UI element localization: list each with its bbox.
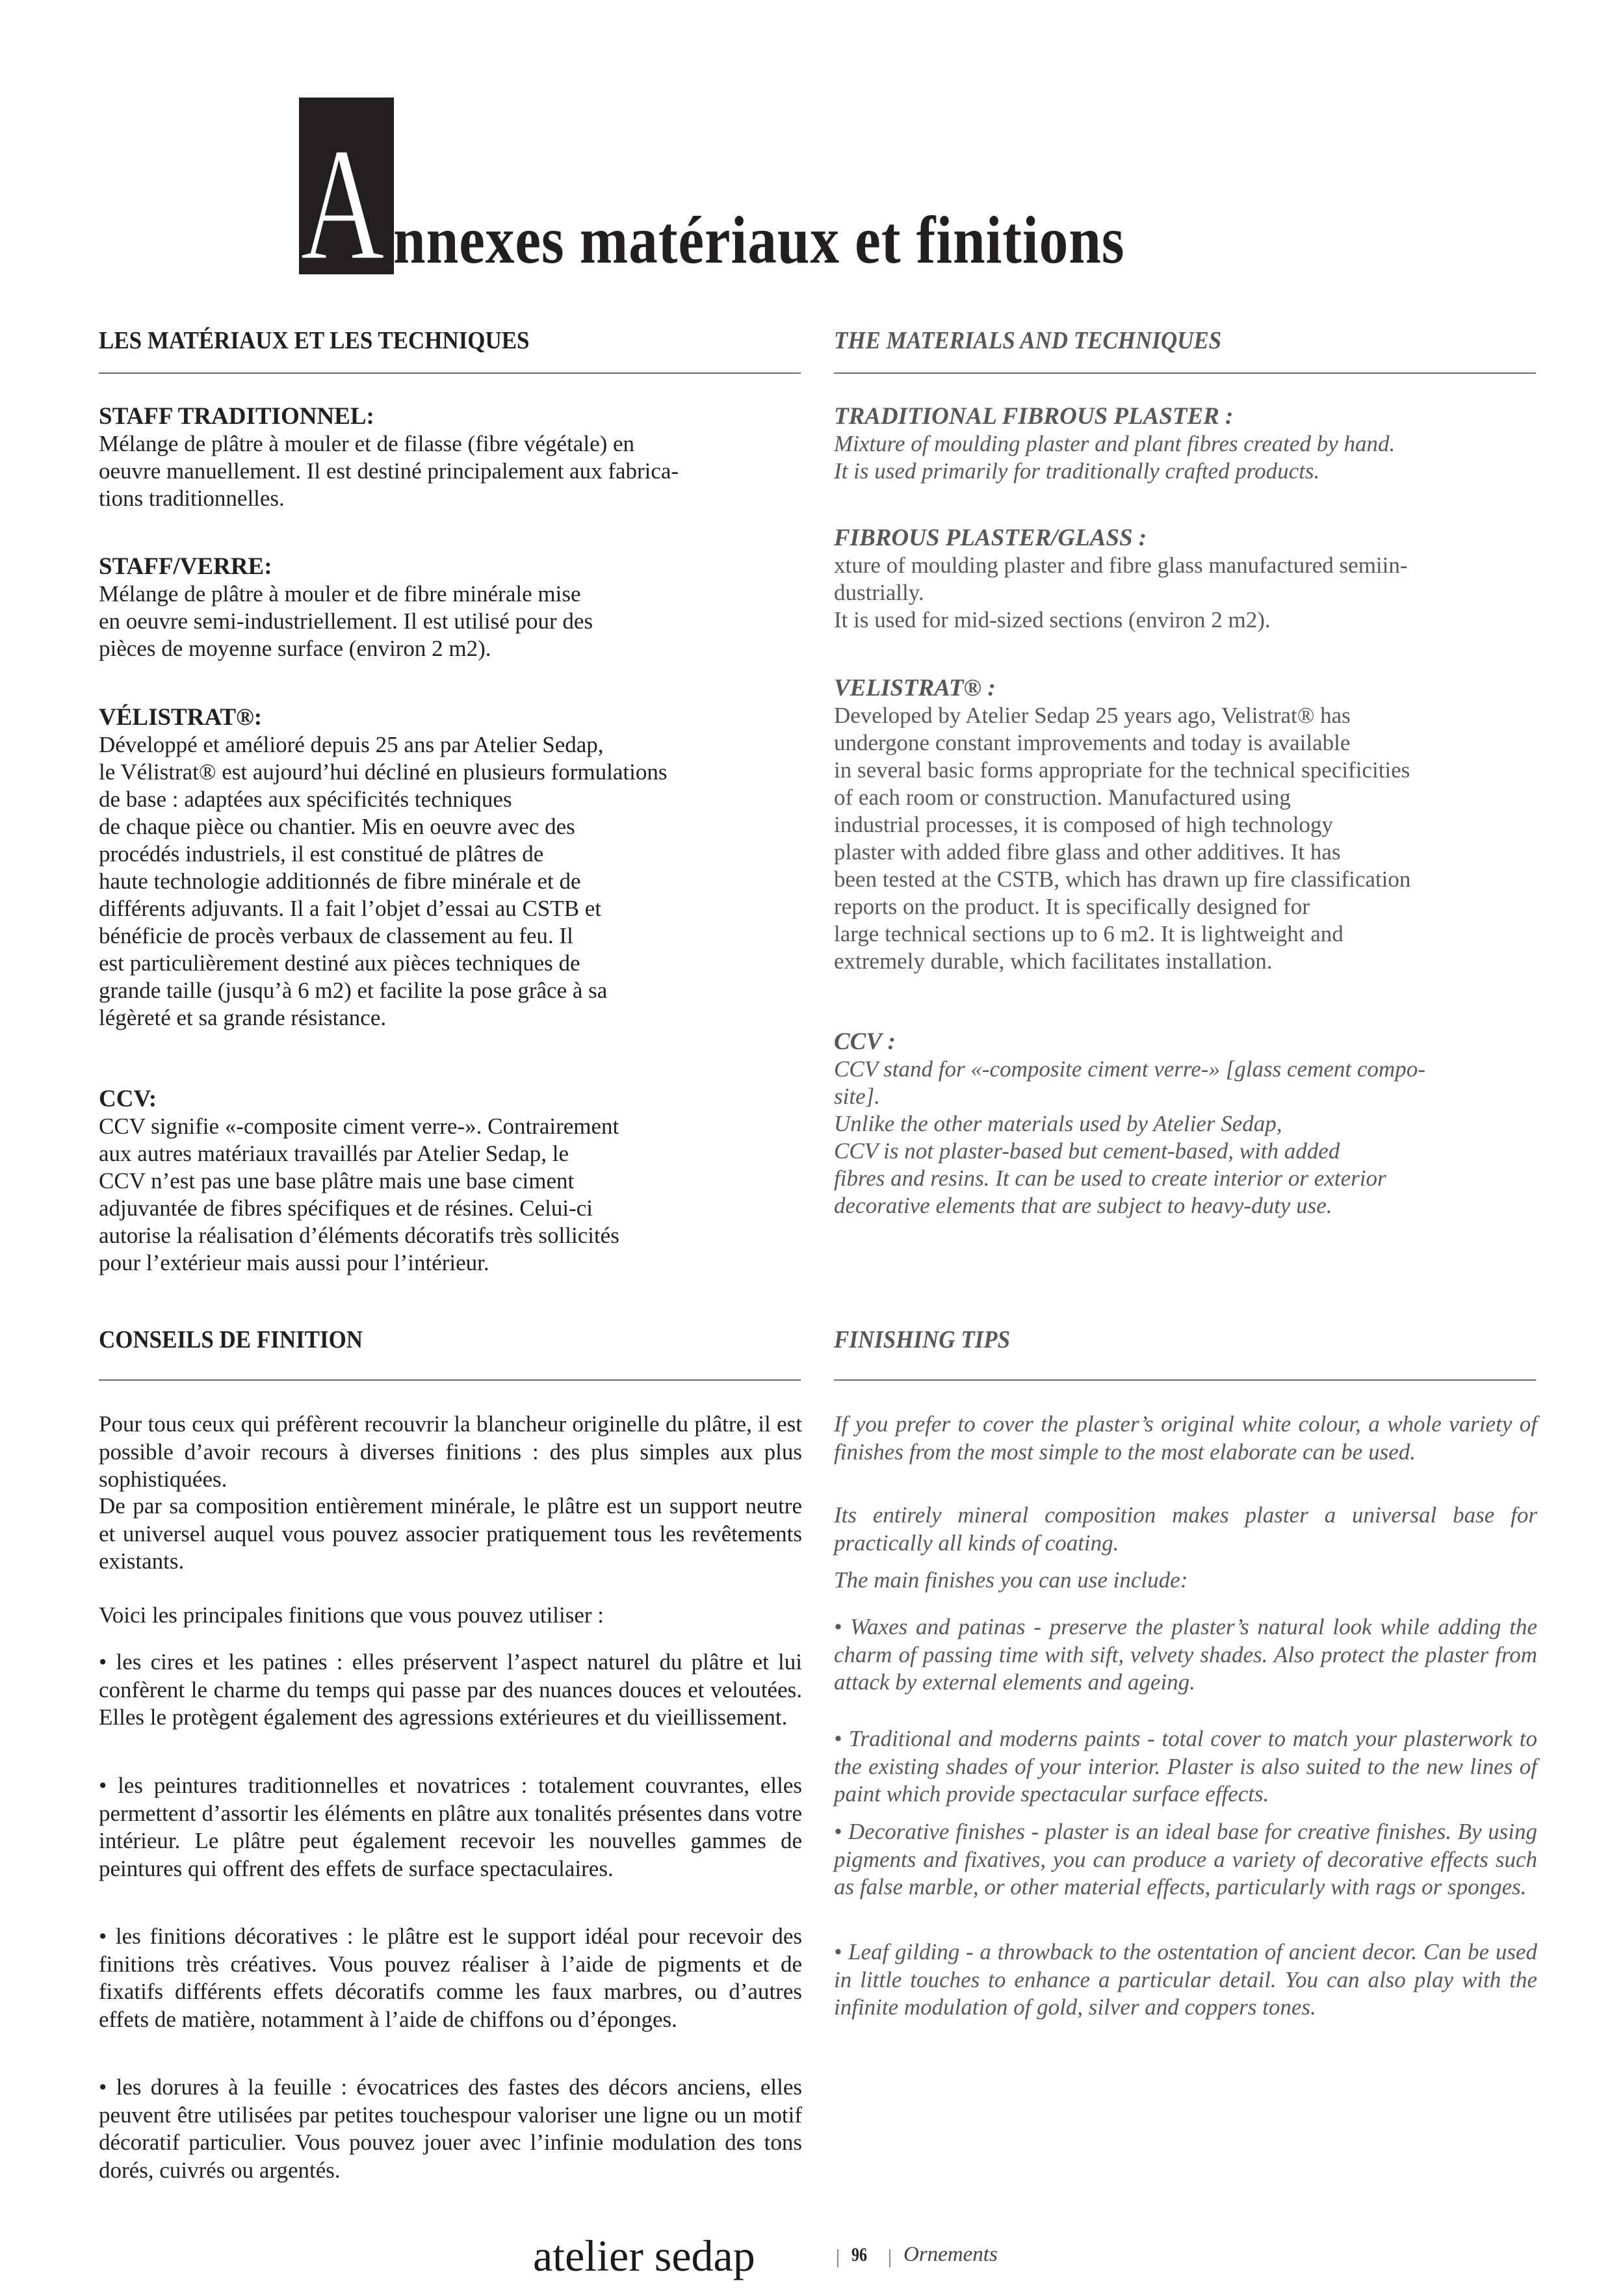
- text-line: pièces de moyenne surface (environ 2 m2).: [99, 636, 491, 661]
- text-line: CCV n’est pas une base plâtre mais une base ciment: [99, 1168, 575, 1194]
- text-line: extremely durable, which facilitates installation.: [834, 948, 1273, 974]
- text-line: autorise la réalisation d’éléments décoratifs très sollicités: [99, 1223, 619, 1248]
- finishing-bullet: • Decorative finishes - plaster is an ideal base for creative finishes. By using pigments and fixatives, you can produce a variety of decorative effects such as false marble, or other material effects, particularly with rags or sponges.: [834, 1819, 1537, 1899]
- material-item-heading: STAFF TRADITIONNEL:: [99, 403, 374, 430]
- text-line: légèreté et sa grande résistance.: [99, 1005, 387, 1030]
- material-item: [834, 1028, 1536, 1220]
- material-item: [99, 704, 801, 1032]
- text-line: decorative elements that are subject to heavy-duty use.: [834, 1193, 1332, 1218]
- material-item: [99, 403, 801, 512]
- text-line: Mélange de plâtre à mouler et de filasse (fibre végétale) en: [99, 431, 635, 456]
- text-line: xture of moulding plaster and fibre glass manufactured semiin-: [834, 553, 1408, 578]
- finishing-bullet: • les cires et les patines : elles préservent l’aspect naturel du plâtre et lui confèrent le charme du temps qui passe par des nuances douces et veloutées. Elles le protègent également des agressions extérieures et du vieillissement.: [99, 1649, 802, 1730]
- finishing-paragraph: Pour tous ceux qui préfèrent recouvrir la blancheur originelle du plâtre, il est possible d’avoir recours à diverses finitions : des plus simples aux plus sophistiquées.: [99, 1411, 802, 1492]
- text-line: site].: [834, 1084, 880, 1109]
- text-line: fibres and resins. It can be used to create interior or exterior: [834, 1166, 1386, 1191]
- page-title: nnexes matériaux et finitions: [393, 203, 1125, 278]
- text-line: en oeuvre semi-industriellement. Il est utilisé pour des: [99, 608, 593, 634]
- finishing-bullet: • les dorures à la feuille : évocatrices des fastes des décors anciens, elles peuvent être utilisées par petites touchespour valoriser une ligne ou un motif décoratif particulier. Vous pouvez jouer avec l’infinie modulation des tons dorés, cuivrés ou argentés.: [99, 2074, 802, 2183]
- text-line: large technical sections up to 6 m2. It is lightweight and: [834, 921, 1344, 946]
- text-line: Unlike the other materials used by Atelier Sedap,: [834, 1111, 1282, 1136]
- divider-rule: [99, 1379, 801, 1381]
- footer-separator: [889, 2249, 890, 2267]
- material-item-heading: CCV:: [99, 1086, 157, 1112]
- material-item-heading: STAFF/VERRE:: [99, 553, 272, 580]
- material-item: [99, 553, 801, 662]
- text-line: le Vélistrat® est aujourd’hui décliné en plusieurs formulations: [99, 759, 668, 785]
- page-number: 96: [851, 2244, 867, 2265]
- text-line: dustrially.: [834, 580, 924, 605]
- text-line: Developed by Atelier Sedap 25 years ago, Velistrat® has: [834, 703, 1351, 728]
- text-line: of each room or construction. Manufactured using: [834, 785, 1291, 810]
- text-line: de chaque pièce ou chantier. Mis en oeuvre avec des: [99, 814, 575, 839]
- material-item: [834, 403, 1536, 485]
- text-line: procédés industriels, il est constitué de plâtres de: [99, 841, 544, 867]
- divider-rule: [834, 1379, 1536, 1381]
- material-item: [834, 675, 1536, 975]
- text-line: CCV signifie «-composite ciment verre-». Contrairement: [99, 1114, 619, 1139]
- text-line: It is used for mid-sized sections (environ 2 m2).: [834, 607, 1271, 633]
- text-line: aux autres matériaux travaillés par Atelier Sedap, le: [99, 1141, 569, 1166]
- text-line: Mixture of moulding plaster and plant fibres created by hand.: [834, 431, 1396, 456]
- text-line: reports on the product. It is specifically designed for: [834, 894, 1310, 919]
- finishing-bullet: • Leaf gilding - a throwback to the ostentation of ancient decor. Can be used in little touches to enhance a particular detail. You can also play with the infinite modulation of gold, silver and coppers tones.: [834, 1939, 1537, 2020]
- footer-separator: [837, 2249, 838, 2267]
- finishing-bullet: • Traditional and moderns paints - total cover to match your plasterwork to the existing shades of your interior. Plaster is also suited to the new lines of paint which provide spectacular surface effects.: [834, 1726, 1537, 1807]
- text-line: oeuvre manuellement. Il est destiné principalement aux fabrica-: [99, 458, 679, 484]
- text-line: pour l’extérieur mais aussi pour l’intérieur.: [99, 1250, 489, 1275]
- finishing-bullet: • les peintures traditionnelles et novatrices : totalement couvrantes, elles permettent d’assortir les éléments en plâtre aux tonalités présentes dans votre intérieur. Le plâtre peut également recevoir les nouvelles gammes de peintures qui offrent des effets de surface spectaculaires.: [99, 1773, 802, 1881]
- finishing-fr-heading: CONSEILS DE FINITION: [99, 1326, 363, 1353]
- materials-en-heading: THE MATERIALS AND TECHNIQUES: [834, 327, 1222, 354]
- divider-rule: [834, 372, 1536, 374]
- materials-fr-heading: LES MATÉRIAUX ET LES TECHNIQUES: [99, 327, 530, 354]
- text-line: est particulièrement destiné aux pièces techniques de: [99, 950, 580, 976]
- text-line: undergone constant improvements and today is available: [834, 730, 1351, 755]
- text-line: de base : adaptées aux spécificités techniques: [99, 787, 512, 812]
- material-item-heading: TRADITIONAL FIBROUS PLASTER :: [834, 403, 1234, 430]
- text-line: Mélange de plâtre à mouler et de fibre minérale mise: [99, 581, 581, 607]
- text-line: bénéficie de procès verbaux de classement au feu. Il: [99, 923, 573, 948]
- finishing-paragraph: Voici les principales finitions que vous pouvez utiliser :: [99, 1602, 604, 1628]
- text-line: haute technologie additionnés de fibre minérale et de: [99, 868, 581, 894]
- text-line: been tested at the CSTB, which has drawn up fire classification: [834, 867, 1411, 892]
- finishing-paragraph: Its entirely mineral composition makes plaster a universal base for practically all kinds of coating.: [834, 1502, 1537, 1556]
- text-line: Développé et amélioré depuis 25 ans par Atelier Sedap,: [99, 732, 604, 757]
- material-item-heading: VELISTRAT® :: [834, 675, 996, 701]
- title-initial-letter: A: [300, 114, 385, 294]
- text-line: tions traditionnelles.: [99, 486, 285, 511]
- finishing-en-heading: FINISHING TIPS: [834, 1326, 1011, 1353]
- text-line: CCV is not plaster-based but cement-based, with added: [834, 1138, 1340, 1164]
- finishing-paragraph: De par sa composition entièrement minérale, le plâtre est un support neutre et universel auquel vous pouvez associer pratiquement tous les revêtements existants.: [99, 1493, 802, 1574]
- text-line: différents adjuvants. Il a fait l’objet d’essai au CSTB et: [99, 896, 602, 921]
- material-item-heading: FIBROUS PLASTER/GLASS :: [834, 525, 1147, 551]
- text-line: adjuvantée de fibres spécifiques et de résines. Celui-ci: [99, 1195, 593, 1221]
- text-line: It is used primarily for traditionally crafted products.: [834, 458, 1320, 484]
- finishing-paragraph: The main finishes you can use include:: [834, 1567, 1188, 1593]
- material-item: [834, 525, 1536, 634]
- text-line: CCV stand for «-composite ciment verre-» [glass cement compo-: [834, 1056, 1425, 1082]
- material-item-heading: VÉLISTRAT®:: [99, 704, 263, 731]
- finishing-paragraph: If you prefer to cover the plaster’s original white colour, a whole variety of finishes from the most simple to the most elaborate can be used.: [834, 1411, 1537, 1465]
- text-line: plaster with added fibre glass and other additives. It has: [834, 839, 1341, 865]
- finishing-bullet: • les finitions décoratives : le plâtre est le support idéal pour recevoir des finitions très créatives. Vous pouvez réaliser à l’aide de pigments et de fixatifs différents effets décoratifs comme les faux marbres, ou d’autres effets de matière, notamment à l’aide de chiffons ou d’éponges.: [99, 1924, 802, 2032]
- text-line: grande taille (jusqu’à 6 m2) et facilite la pose grâce à sa: [99, 978, 608, 1003]
- text-line: industrial processes, it is composed of high technology: [834, 812, 1333, 837]
- material-item: [99, 1086, 801, 1277]
- material-item-heading: CCV :: [834, 1028, 896, 1055]
- text-line: in several basic forms appropriate for the technical specificities: [834, 757, 1410, 783]
- finishing-bullet: • Waxes and patinas - preserve the plaster’s natural look while adding the charm of passing time with sift, velvety shades. Also protect the plaster from attack by external elements and ageing.: [834, 1614, 1537, 1695]
- catalog-section-name: Ornements: [903, 2243, 998, 2266]
- brand-logo-text: atelier sedap: [533, 2231, 755, 2280]
- divider-rule: [99, 372, 801, 374]
